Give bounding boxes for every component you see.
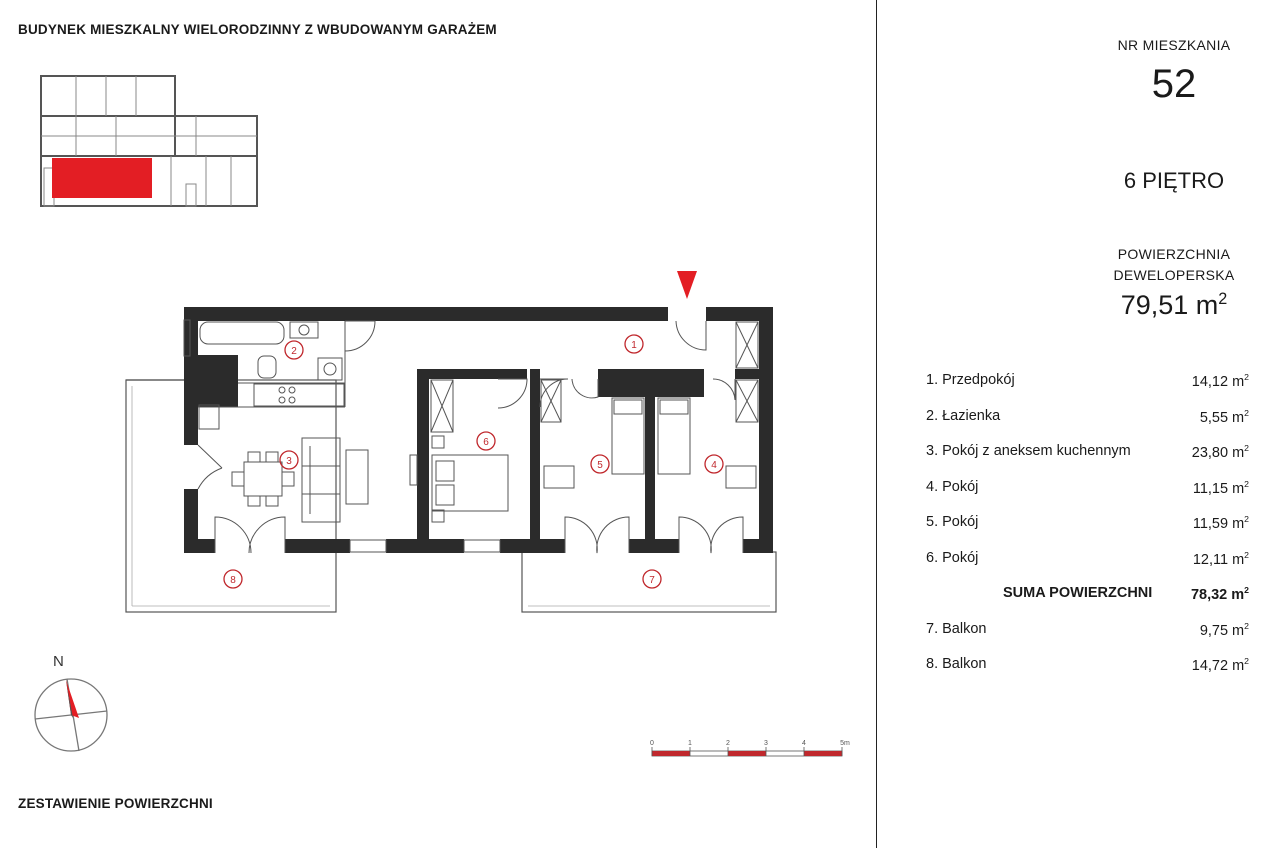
total-name: SUMA POWIERZCHNI — [1003, 585, 1153, 601]
table-row — [926, 656, 1249, 692]
room-area: 12,11 $m^2$ — [1192, 549, 1249, 568]
area-table — [926, 372, 1249, 692]
room-area: 14,12 $m^2$ — [1191, 372, 1249, 390]
total-row — [926, 585, 1249, 621]
divider — [876, 0, 877, 848]
table-row — [926, 550, 1249, 586]
entrance-arrow — [677, 271, 697, 299]
scale-bar — [650, 740, 850, 756]
area-label — [1074, 244, 1274, 286]
room-marker-5: 5 — [597, 460, 603, 471]
room-name: 5. Pokój — [926, 514, 979, 530]
room-marker-3: 3 — [286, 456, 292, 467]
room-name: 2. Łazienka — [926, 407, 1001, 424]
table-row — [926, 514, 1249, 550]
room-area: 5,55 $m^2$ — [1199, 407, 1249, 426]
table-row — [926, 408, 1249, 444]
scale-label: 3 — [764, 740, 768, 747]
room-area: 23,80 $m^2$ — [1191, 443, 1249, 461]
area-label-line: DEWELOPERSKA — [1113, 267, 1235, 283]
room-name: 4. Pokój — [926, 478, 979, 495]
balcony-name: 7. Balkon — [926, 620, 987, 637]
room-marker-6: 6 — [483, 437, 489, 448]
room-area: 11,59 $m^2$ — [1192, 514, 1249, 532]
room-marker-4: 4 — [711, 460, 717, 471]
table-row — [926, 443, 1249, 479]
scale-label: 5m — [840, 740, 850, 747]
balcony-area: 9,75 $m^2$ — [1199, 620, 1249, 639]
scale-label: 1 — [688, 740, 692, 747]
scale-label: 0 — [650, 740, 654, 747]
summary-title: ZESTAWIENIE POWIERZCHNI — [18, 796, 213, 811]
balcony-area: 14,72 $m^2$ — [1191, 656, 1249, 674]
area-label-line: POWIERZCHNIA — [1117, 246, 1231, 262]
scale-label: 2 — [726, 740, 730, 747]
table-row — [926, 372, 1249, 408]
area-value — [1074, 290, 1274, 321]
area-unit-sup: 2 — [1218, 290, 1228, 308]
room-name: 1. Przedpokój — [926, 372, 1015, 388]
table-row — [926, 621, 1249, 657]
balcony-name: 8. Balkon — [926, 656, 987, 672]
compass-north-label: N — [53, 653, 64, 670]
room-marker-2: 2 — [291, 346, 297, 357]
area-value-number: 79,51 m — [1120, 290, 1219, 320]
room-area: 11,15 $m^2$ — [1192, 478, 1249, 497]
apartment-number: 52 — [1151, 62, 1197, 106]
floor-label: 6 PIĘTRO — [1123, 168, 1225, 193]
room-marker-7: 7 — [649, 575, 655, 586]
apartment-number-label: NR MIESZKANIA — [1117, 37, 1231, 53]
table-row — [926, 479, 1249, 515]
room-name: 3. Pokój z aneksem kuchennym — [926, 443, 1131, 459]
room-marker-8: 8 — [230, 575, 236, 586]
building-title: BUDYNEK MIESZKALNY WIELORODZINNY Z WBUDOWANYM GARAŻEM — [18, 22, 497, 37]
room-marker-1: 1 — [631, 340, 637, 351]
scale-label: 4 — [802, 740, 806, 747]
room-name: 6. Pokój — [926, 549, 979, 566]
total-area: 78,32 $m^2$ — [1190, 585, 1249, 603]
